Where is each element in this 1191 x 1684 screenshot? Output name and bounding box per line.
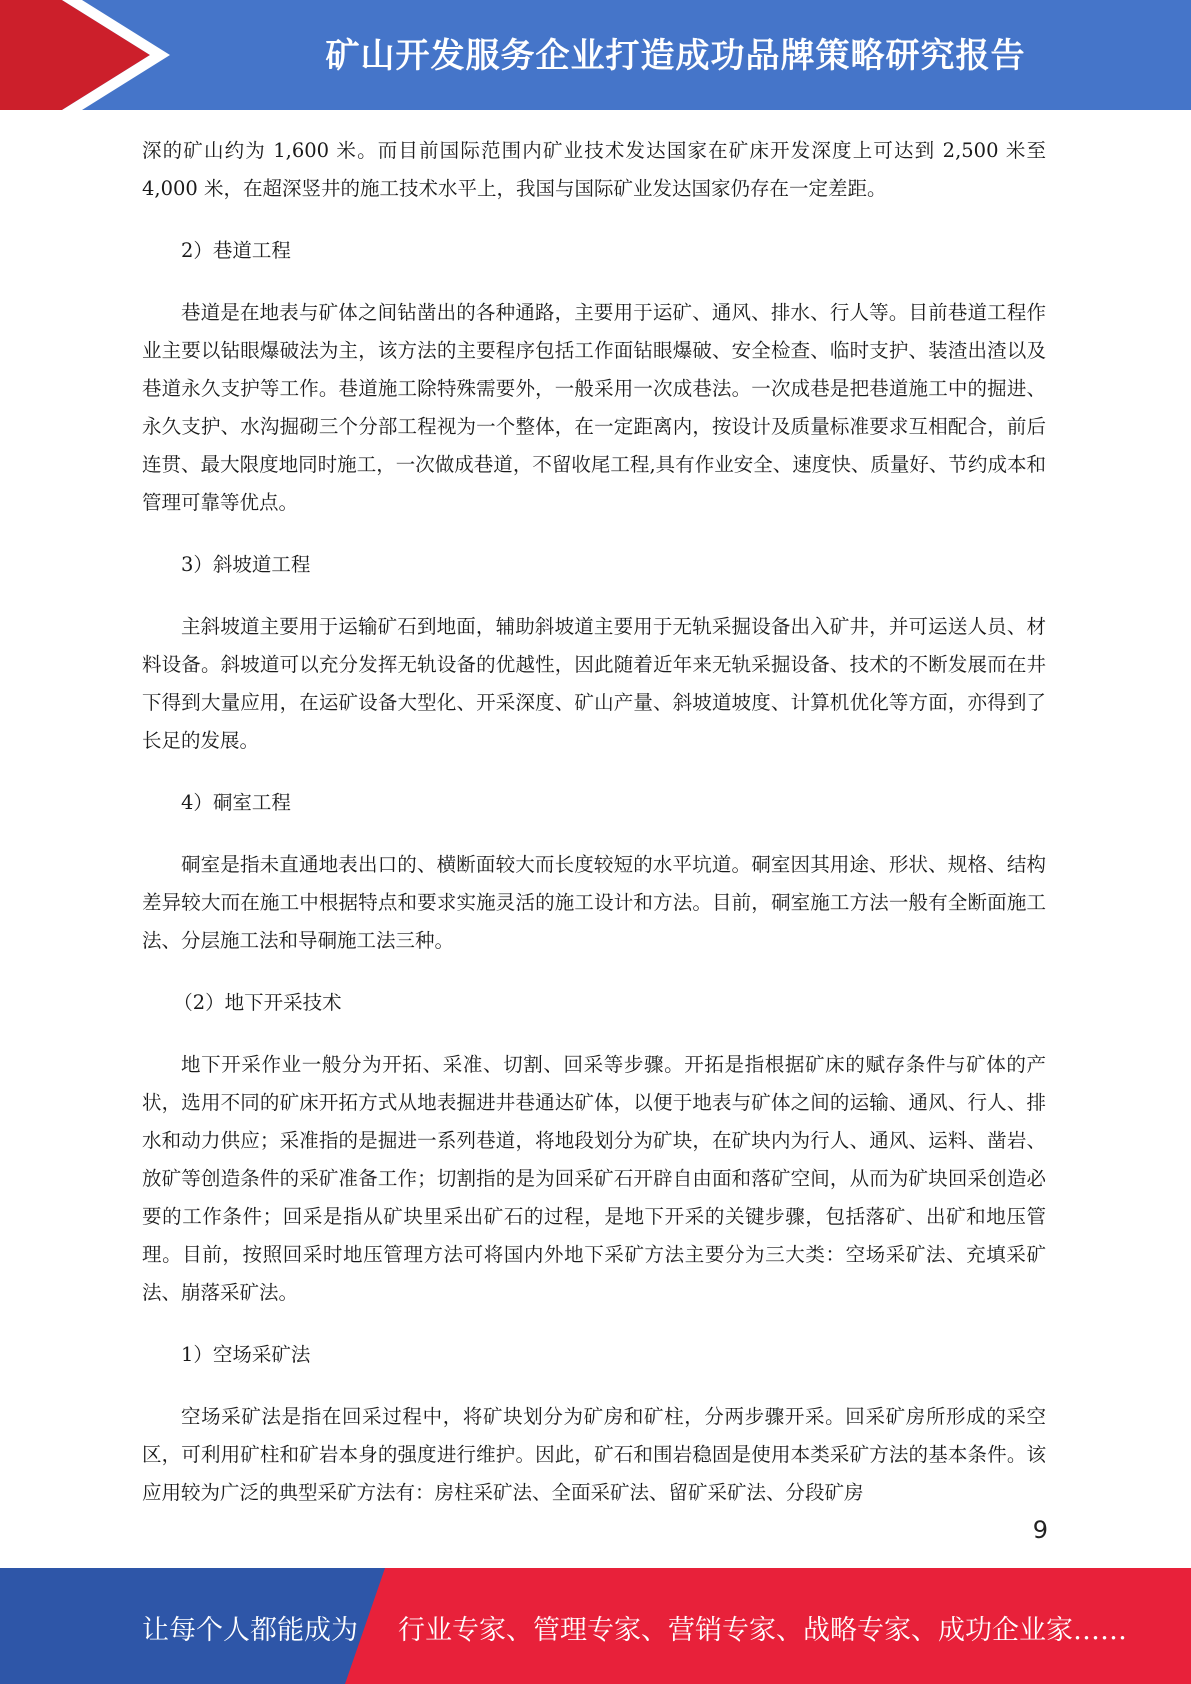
body-paragraph: 硐室是指未直通地表出口的、横断面较大而长度较短的水平坑道。硐室因其用途、形状、规格、结构差异较大而在施工中根据特点和要求实施灵活的施工设计和方法。目前，硐室施工方法一般有全断面施工法、分层施工法和导硐施工法三种。 bbox=[142, 853, 1046, 952]
section-heading: （2）地下开采技术 bbox=[173, 991, 342, 1014]
section-heading: 1）空场采矿法 bbox=[181, 1343, 311, 1366]
page-header bbox=[0, 0, 1191, 110]
section-heading: 3）斜坡道工程 bbox=[181, 553, 311, 576]
body-paragraph: 地下开采作业一般分为开拓、采准、切割、回采等步骤。开拓是指根据矿床的赋存条件与矿体的产状，选用不同的矿床开拓方式从地表掘进井巷通达矿体，以便于地表与矿体之间的运输、通风、行人、排水和动力供应；采准指的是掘进一系列巷道，将地段划分为矿块，在矿块内为行人、通风、运料、凿岩、放矿等创造条件的采矿准备工作；切割指的是为回采矿石开辟自由面和落矿空间，从而为矿块回采创造必要的工作条件；回采是指从矿块里采出矿石的过程，是地下开采的关键步骤，包括落矿、出矿和地压管理。目前，按照回采时地压管理方法可将国内外地下采矿方法主要分为三大类：空场采矿法、充填采矿法、崩落采矿法。 bbox=[142, 1053, 1046, 1304]
page-number: 9 bbox=[1032, 1516, 1048, 1544]
footer-slogan-left: 让每个人都能成为 bbox=[142, 1615, 358, 1646]
footer-slogan-right: 行业专家、管理专家、营销专家、战略专家、成功企业家…… bbox=[398, 1615, 1127, 1646]
section-heading: 2）巷道工程 bbox=[181, 239, 291, 262]
body-paragraph: 深的矿山约为 1,600 米。而目前国际范围内矿业技术发达国家在矿床开发深度上可达到 2,500 米至 4,000 米，在超深竖井的施工技术水平上，我国与国际矿业发达国家仍存在一定差距。 bbox=[142, 139, 1046, 200]
document-body bbox=[142, 132, 1046, 1536]
body-paragraph: 巷道是在地表与矿体之间钻凿出的各种通路，主要用于运矿、通风、排水、行人等。目前巷道工程作业主要以钻眼爆破法为主，该方法的主要程序包括工作面钻眼爆破、安全检查、临时支护、装渣出渣以及巷道永久支护等工作。巷道施工除特殊需要外，一般采用一次成巷法。一次成巷是把巷道施工中的掘进、永久支护、水沟掘砌三个分部工程视为一个整体，在一定距离内，按设计及质量标准要求互相配合，前后连贯、最大限度地同时施工，一次做成巷道，不留收尾工程,具有作业安全、速度快、质量好、节约成本和管理可靠等优点。 bbox=[142, 301, 1046, 514]
page-footer bbox=[0, 1568, 1191, 1684]
body-paragraph: 空场采矿法是指在回采过程中，将矿块划分为矿房和矿柱，分两步骤开采。回采矿房所形成的采空区，可利用矿柱和矿岩本身的强度进行维护。因此，矿石和围岩稳固是使用本类采矿方法的基本条件。该应用较为广泛的典型采矿方法有：房柱采矿法、全面采矿法、留矿采矿法、分段矿房 bbox=[142, 1405, 1046, 1504]
section-heading: 4）硐室工程 bbox=[181, 791, 291, 814]
report-title: 矿山开发服务企业打造成功品牌策略研究报告 bbox=[325, 36, 1026, 76]
body-paragraph: 主斜坡道主要用于运输矿石到地面，辅助斜坡道主要用于无轨采掘设备出入矿井，并可运送人员、材料设备。斜坡道可以充分发挥无轨设备的优越性，因此随着近年来无轨采掘设备、技术的不断发展而在井下得到大量应用，在运矿设备大型化、开采深度、矿山产量、斜坡道坡度、计算机优化等方面，亦得到了长足的发展。 bbox=[142, 615, 1046, 752]
